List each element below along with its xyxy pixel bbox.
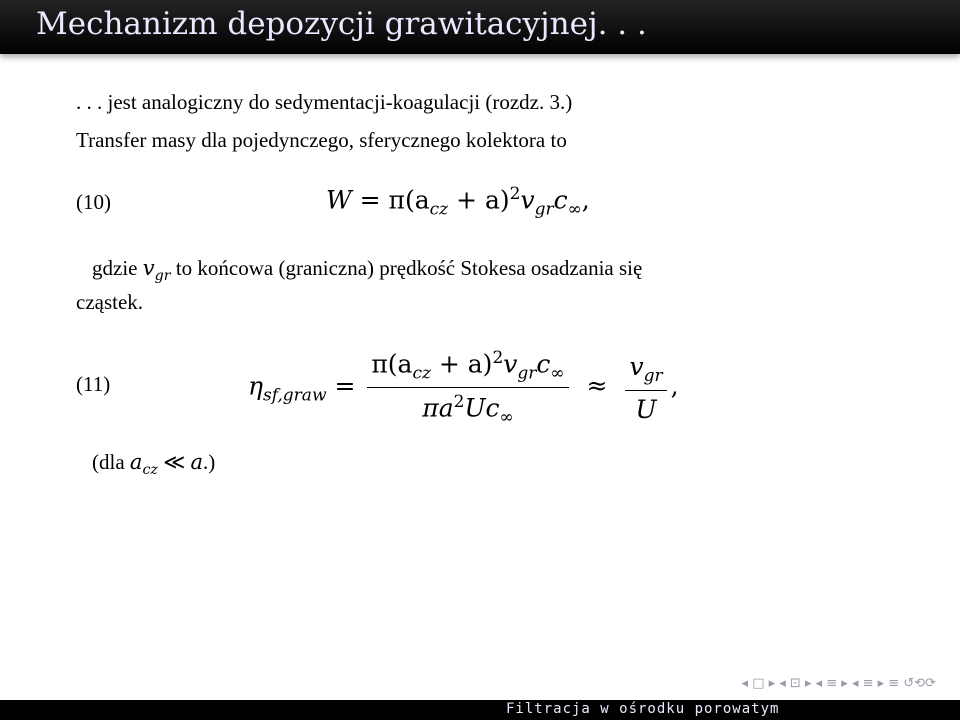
- footer-title: Filtracja w ośrodku porowatym: [506, 701, 780, 717]
- transfer-line: Transfer masy dla pojedynczego, sferycznego kolektora to: [76, 128, 567, 152]
- eq11-comma: ,: [670, 371, 679, 401]
- eq11-equals: =: [334, 371, 356, 401]
- footer-bar: [0, 700, 960, 720]
- eq11-num-v: v: [503, 349, 518, 379]
- navigation-symbols[interactable]: [736, 676, 936, 691]
- eq11-den-uc: Uc: [464, 393, 500, 423]
- gdzie-v: v: [142, 256, 155, 280]
- eq11-num-plus: + a): [430, 349, 493, 379]
- eq11-ratio-den: [631, 391, 660, 424]
- equation-10: [326, 184, 590, 219]
- cond-open: (dla: [92, 450, 130, 474]
- equation-11-number: (11): [76, 372, 111, 396]
- eq11-den-sq: 2: [453, 392, 465, 413]
- equation-11: [248, 348, 679, 428]
- eq10-sub-gr: gr: [534, 199, 554, 220]
- eq11-ratio-u: U: [635, 394, 657, 424]
- cond-sub-cz: cz: [142, 462, 158, 479]
- gdzie-prefix: gdzie: [92, 256, 143, 280]
- cond-a2: a: [190, 450, 203, 474]
- eq11-numerator: [367, 348, 568, 388]
- eq11-num-cz: cz: [412, 363, 431, 384]
- cond-much-less: ≪: [157, 450, 191, 474]
- eq10-v: v: [520, 185, 535, 215]
- eq10-square: 2: [509, 184, 521, 204]
- cond-close: .): [202, 450, 216, 474]
- eq11-approx: ≈: [586, 371, 608, 401]
- eq10-comma: ,: [581, 185, 590, 215]
- gdzie-sub-gr: gr: [154, 268, 171, 285]
- gdzie-rest: to końcowa (graniczna) prędkość Stokesa osadzania się: [170, 256, 643, 280]
- eq11-den-inf: ∞: [499, 407, 514, 428]
- eq11-ratio-num: [625, 352, 666, 391]
- gdzie-line-2: cząstek.: [76, 290, 144, 314]
- eq11-ratio-v: v: [629, 351, 644, 381]
- eq10-w: W: [326, 185, 352, 215]
- nav-glyphs[interactable]: ◂ □ ▸ ◂ ⊡ ▸ ◂ ≡ ▸ ◂ ≡ ▸ ≡ ↺⟲⟳: [741, 676, 936, 691]
- eq11-ratio-gr: gr: [643, 365, 663, 386]
- eq10-pi-open: = π(a: [359, 185, 430, 215]
- eq11-num-pi: π(a: [371, 349, 413, 379]
- cond-a: a: [129, 450, 143, 474]
- eq11-num-c: c: [536, 349, 551, 379]
- eq11-main-fraction: [367, 348, 568, 428]
- eq11-num-sq: 2: [492, 348, 504, 368]
- eq10-c: c: [553, 185, 568, 215]
- eq11-eta-sub: sf,graw: [262, 385, 327, 406]
- slide-title: Mechanizm depozycji grawitacyjnej. . .: [36, 6, 647, 42]
- eq10-plus-a: + a): [448, 185, 510, 215]
- gdzie-line: [92, 256, 642, 284]
- eq11-ratio-fraction: [625, 352, 666, 424]
- eq10-sub-cz: cz: [429, 199, 449, 220]
- eq11-den-pi: πa: [422, 393, 454, 423]
- equation-10-number: (10): [76, 190, 111, 214]
- eq11-denominator: [418, 388, 517, 427]
- eq11-num-inf: ∞: [550, 363, 565, 384]
- intro-line: . . . jest analogiczny do sedymentacji-koagulacji (rozdz. 3.): [76, 90, 573, 114]
- eq11-eta: η: [248, 371, 263, 401]
- eq10-sub-inf: ∞: [567, 199, 582, 220]
- condition-line: [92, 450, 215, 478]
- title-bar: [0, 0, 960, 54]
- eq11-num-gr: gr: [517, 363, 537, 384]
